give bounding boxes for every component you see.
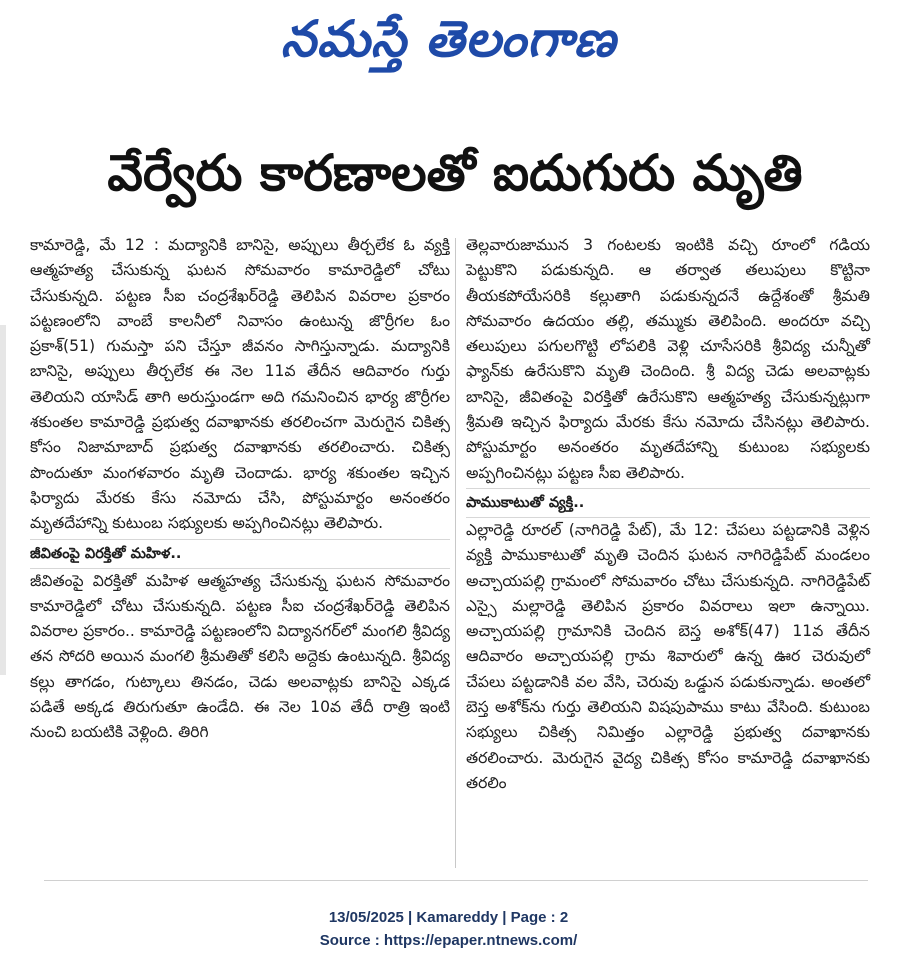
article-paragraph: తెల్లవారుజామున 3 గంటలకు ఇంటికి వచ్చి రూంలో గడియ పెట్టుకొని పడుకున్నది. ఆ తర్వాత తలుపులు కొట్టినా తీయకపోయేసరికి కల్లుతాగి పడుకున్నదనే ఉద్దేశంతో శ్రీమతి సోమవారం ఉదయం తల్లి, తమ్ముకు తెలిపింది. అందరూ వచ్చి తలుపులు పగులగొట్టి లోపలికి వెళ్లి చూసేసరికి శ్రీవిద్య చున్నీతో ఫ్యాన్‌కు ఉరేసుకొని మృతి చెందింది. శ్రీ విద్య చెడు అలవాట్లకు బానిసై, జీవితంపై విరక్తితో ఉరేసుకొని ఆత్మహత్య చేసుకున్నట్లుగా శ్రీమతి ఇచ్చిన ఫిర్యాదు మేరకు కేసు నమోదు చేసినట్లు తెలిపారు. పోస్టుమార్టం అనంతరం మృతదేహాన్ని కుటుంబ సభ్యులకు అప్పగించినట్లు పట్టణ సీఐ తెలిపారు. [466, 236, 870, 482]
article-column-right [466, 233, 870, 863]
section-subheading: పాముకాటుతో వ్యక్తి.. [466, 488, 870, 518]
section-subheading: జీవితంపై విరక్తితో మహిళ.. [30, 539, 450, 569]
bottom-divider [44, 880, 868, 881]
source-link[interactable]: Source : https://epaper.ntnews.com/ [319, 932, 578, 949]
article-paragraph: కామారెడ్డి, మే 12 : మద్యానికి బానిసై, అప్పులు తీర్చలేక ఓ వ్యక్తి ఆత్మహత్య చేసుకున్న ఘటన సోమవారం కామారెడ్డిలో చోటు చేసుకున్నది. పట్టణ సీఐ చంద్రశేఖర్‌రెడ్డి తెలిపిన వివరాల ప్రకారం పట్టణంలోని వాంబే కాలనీలో నివాసం ఉంటున్న జొర్రీగల ఓం ప్రకాశ్(51) గుమస్తా పని చేస్తూ జీవనం సాగిస్తున్నాడు. మద్యానికి బానిసై, అప్పులు తీర్చలేక ఈ నెల 11వ తేదీన ఆదివారం గుర్తు తెలియని యాసిడ్ తాగి అరుస్తుండగా అది గమనించిన భార్య జొర్రీగల శకుంతల కామారెడ్డి ప్రభుత్వ దవాఖానకు తరలించగా మెరుగైన చికిత్స కోసం నిజామాబాద్ ప్రభుత్వ దవాఖానకు తరలించారు. చికిత్స పొందుతూ మంగళవారం మృతి చెందాడు. భార్య శకుంతల ఇచ్చిన ఫిర్యాదు మేరకు కేసు నమోదు చేసి, పోస్టుమార్టం అనంతరం మృతదేహాన్ని కుటుంబ సభ్యులకు అప్పగించినట్లు తెలిపారు. [30, 236, 450, 533]
page-edge-shadow [0, 325, 6, 675]
article-paragraph: జీవితంపై విరక్తితో మహిళ ఆత్మహత్య చేసుకున్న ఘటన సోమవారం కామారెడ్డిలో చోటు చేసుకున్నది. పట్టణ సీఐ చంద్రశేఖర్‌రెడ్డి తెలిపిన వివరాల ప్రకారం.. కామారెడ్డి పట్టణంలోని విద్యానగర్‌లో మంగలి శ్రీవిద్య తన సోదరి అయిన మంగలి శ్రీమతితో కలిసి అద్దెకు ఉంటున్నది. శ్రీవిద్య కల్లు తాగడం, గుట్కాలు తినడం, చెడు అలవాట్లకు బానిసై ఎక్కడ పడితే అక్కడ తిరుగుతూ ఉండేది. ఈ నెల 10వ తేదీ రాత్రి ఇంటి నుంచి బయటికి వెళ్లింది. తిరిగి [30, 571, 450, 742]
edition-info: 13/05/2025 | Kamareddy | Page : 2 [328, 909, 569, 926]
article-headline: వేర్వేరు కారణాలతో ఐదుగురు మృతి [107, 144, 803, 202]
article-column-left [30, 233, 450, 883]
column-divider [455, 238, 456, 868]
newspaper-masthead [0, 6, 897, 72]
article-paragraph: ఎల్లారెడ్డి రూరల్ (నాగిరెడ్డి పేట్), మే 12: చేపలు పట్టడానికి వెళ్లిన వ్యక్తి పాముకాటుతో మృతి చెందిన ఘటన నాగిరెడ్డిపేట్ మండలం అచ్చాయపల్లి గ్రామంలో సోమవారం చోటు చేసుకున్నది. నాగిరెడ్డిపేట్ ఎస్సై మల్లారెడ్డి తెలిపిన ప్రకారం వివరాలు ఇలా ఉన్నాయి. అచ్చాయపల్లి గ్రామానికి చెందిన బెస్త అశోక్(47) 11వ తేదీన ఆదివారం అచ్చాయపల్లి గ్రామ శివారులో ఉన్న ఊర చెరువులో చేపలు పట్టడానికి వల వేసి, చెరువు ఒడ్డున పడుకున్నాడు. అంతలో బెస్త అశోక్‌ను గుర్తు తెలియని విషపుపాము కాటు వేసింది. కుటుంబ సభ్యులు చికిత్స నిమిత్తం ఎల్లారెడ్డి ప్రభుత్వ దవాఖానకు తరలించారు. మెరుగైన వైద్య చికిత్స కోసం కామారెడ్డి దవాఖానకు తరలిం [466, 520, 870, 792]
newspaper-logo: నమస్తే తెలంగాణ [280, 10, 617, 68]
